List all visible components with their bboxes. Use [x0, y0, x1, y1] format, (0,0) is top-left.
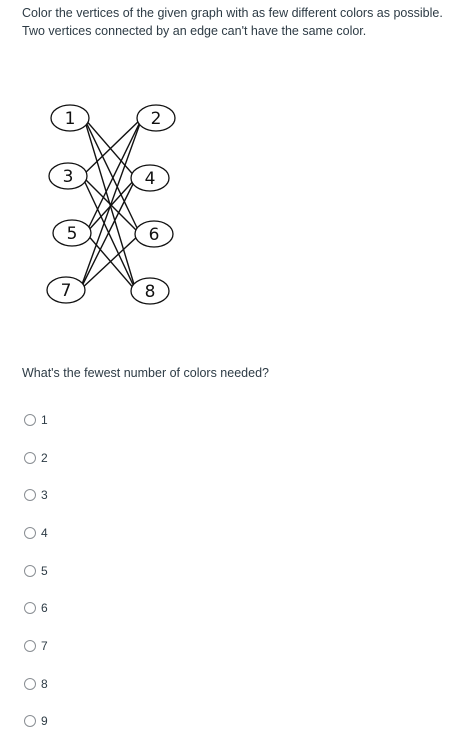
radio-button[interactable]	[24, 565, 36, 577]
radio-button[interactable]	[24, 452, 36, 464]
option-label: 8	[41, 677, 48, 691]
vertex-label: 1	[65, 109, 76, 129]
vertex-label: 6	[149, 225, 160, 245]
option-4[interactable]	[24, 514, 48, 552]
option-9[interactable]	[24, 703, 48, 740]
vertex-3	[49, 163, 87, 189]
vertex-label: 2	[151, 109, 162, 129]
radio-button[interactable]	[24, 414, 36, 426]
option-2[interactable]	[24, 439, 48, 477]
vertex-4	[131, 165, 169, 191]
question-prompt: Color the vertices of the given graph with as few different colors as possible. Two vertices connected by an edge can't have the same color.	[22, 4, 462, 40]
vertex-8	[131, 278, 169, 304]
edge-v7-v2	[80, 118, 142, 290]
option-label: 3	[41, 488, 48, 502]
question-ask: What's the fewest number of colors needed?	[22, 366, 269, 380]
bipartite-graph-figure	[40, 96, 190, 312]
option-7[interactable]	[24, 627, 48, 665]
radio-button[interactable]	[24, 527, 36, 539]
radio-button[interactable]	[24, 489, 36, 501]
option-6[interactable]	[24, 589, 48, 627]
vertex-label: 4	[145, 169, 156, 189]
option-label: 7	[41, 639, 48, 653]
option-1[interactable]	[24, 401, 48, 439]
radio-button[interactable]	[24, 640, 36, 652]
vertex-label: 7	[61, 281, 72, 301]
vertex-1	[51, 105, 89, 131]
vertex-label: 3	[63, 167, 74, 187]
graph-drawing	[40, 96, 190, 312]
answer-options	[24, 401, 48, 740]
option-label: 2	[41, 451, 48, 465]
vertex-2	[137, 105, 175, 131]
option-5[interactable]	[24, 552, 48, 590]
option-label: 6	[41, 601, 48, 615]
option-label: 5	[41, 564, 48, 578]
option-8[interactable]	[24, 665, 48, 703]
option-3[interactable]	[24, 476, 48, 514]
graph-edges	[80, 118, 142, 291]
option-label: 4	[41, 526, 48, 540]
vertex-7	[47, 277, 85, 303]
vertex-label: 5	[67, 224, 78, 244]
vertex-label: 8	[145, 282, 156, 302]
vertex-6	[135, 221, 173, 247]
option-label: 9	[41, 714, 48, 728]
vertex-5	[53, 220, 91, 246]
radio-button[interactable]	[24, 602, 36, 614]
radio-button[interactable]	[24, 678, 36, 690]
option-label: 1	[41, 413, 48, 427]
radio-button[interactable]	[24, 715, 36, 727]
